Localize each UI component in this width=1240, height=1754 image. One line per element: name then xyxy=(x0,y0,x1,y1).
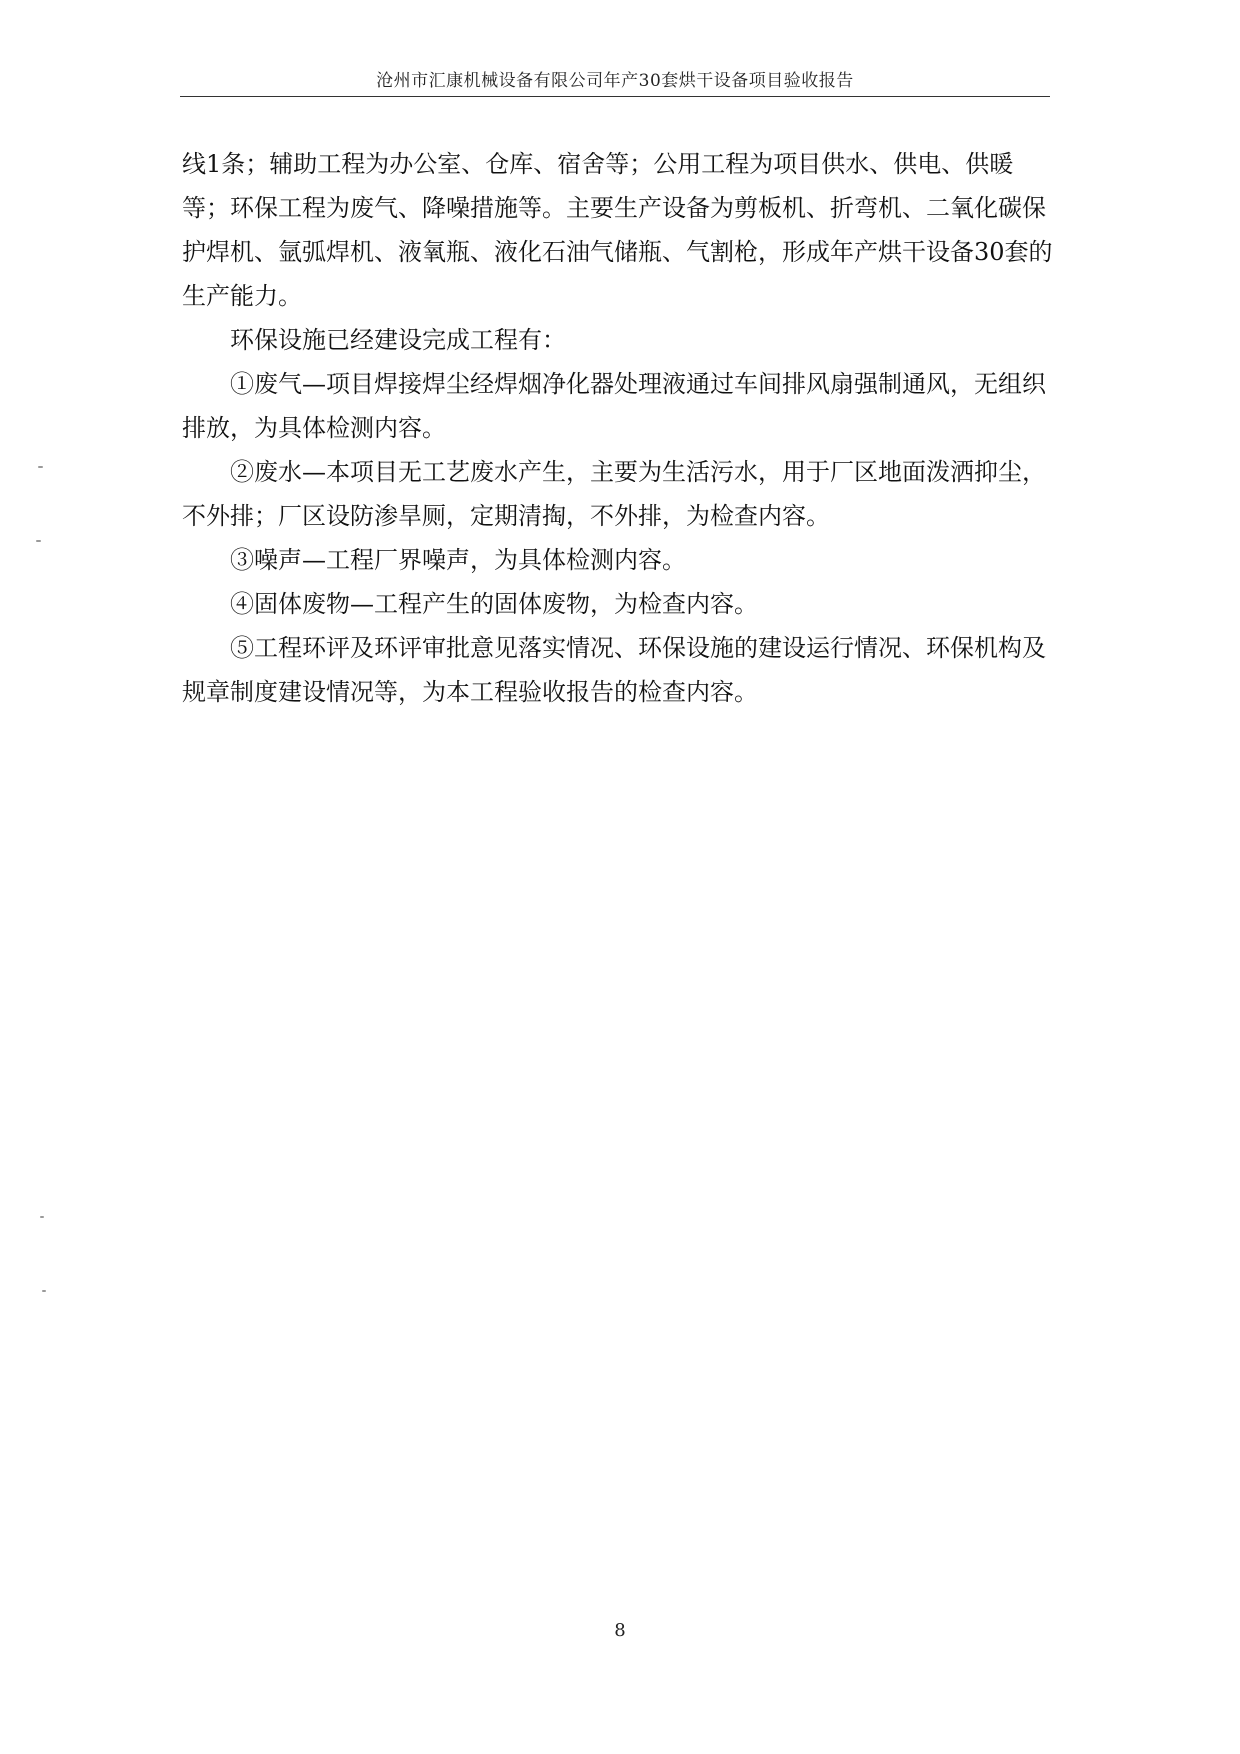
paragraph-facilities: 线1条；辅助工程为办公室、仓库、宿舍等；公用工程为项目供水、供电、供暖等；环保工程为废气、降噪措施等。主要生产设备为剪板机、折弯机、二氧化碳保护焊机、氩弧焊机、液氧瓶、液化石油气储瓶、气割枪，形成年产烘干设备30套的生产能力。 xyxy=(182,150,1053,310)
page-header: 沧州市汇康机械设备有限公司年产30套烘干设备项目验收报告 xyxy=(376,71,854,91)
paragraph-eia-inspection: ⑤工程环评及环评审批意见落实情况、环保设施的建设运行情况、环保机构及规章制度建设情况等，为本工程验收报告的检查内容。 xyxy=(182,634,1046,706)
paragraph-exhaust-gas: ①废气—项目焊接焊尘经焊烟净化器处理液通过车间排风扇强制通风，无组织排放，为具体检测内容。 xyxy=(182,370,1046,442)
header-rule xyxy=(180,96,1050,97)
document-body xyxy=(182,142,1058,714)
scan-mark xyxy=(40,1216,44,1218)
paragraph-wastewater: ②废水—本项目无工艺废水产生，主要为生活污水，用于厂区地面泼洒抑尘，不外排；厂区设防渗旱厕，定期清掏，不外排，为检查内容。 xyxy=(182,458,1046,530)
scan-mark xyxy=(38,466,43,468)
paragraph-noise: ③噪声—工程厂界噪声，为具体检测内容。 xyxy=(230,546,686,574)
paragraph-solid-waste: ④固体废物—工程产生的固体废物，为检查内容。 xyxy=(230,590,758,618)
scan-mark xyxy=(42,1290,46,1292)
scan-mark xyxy=(36,540,41,542)
page-number: 8 xyxy=(614,1620,626,1641)
paragraph-completed-works: 环保设施已经建设完成工程有： xyxy=(230,326,566,354)
